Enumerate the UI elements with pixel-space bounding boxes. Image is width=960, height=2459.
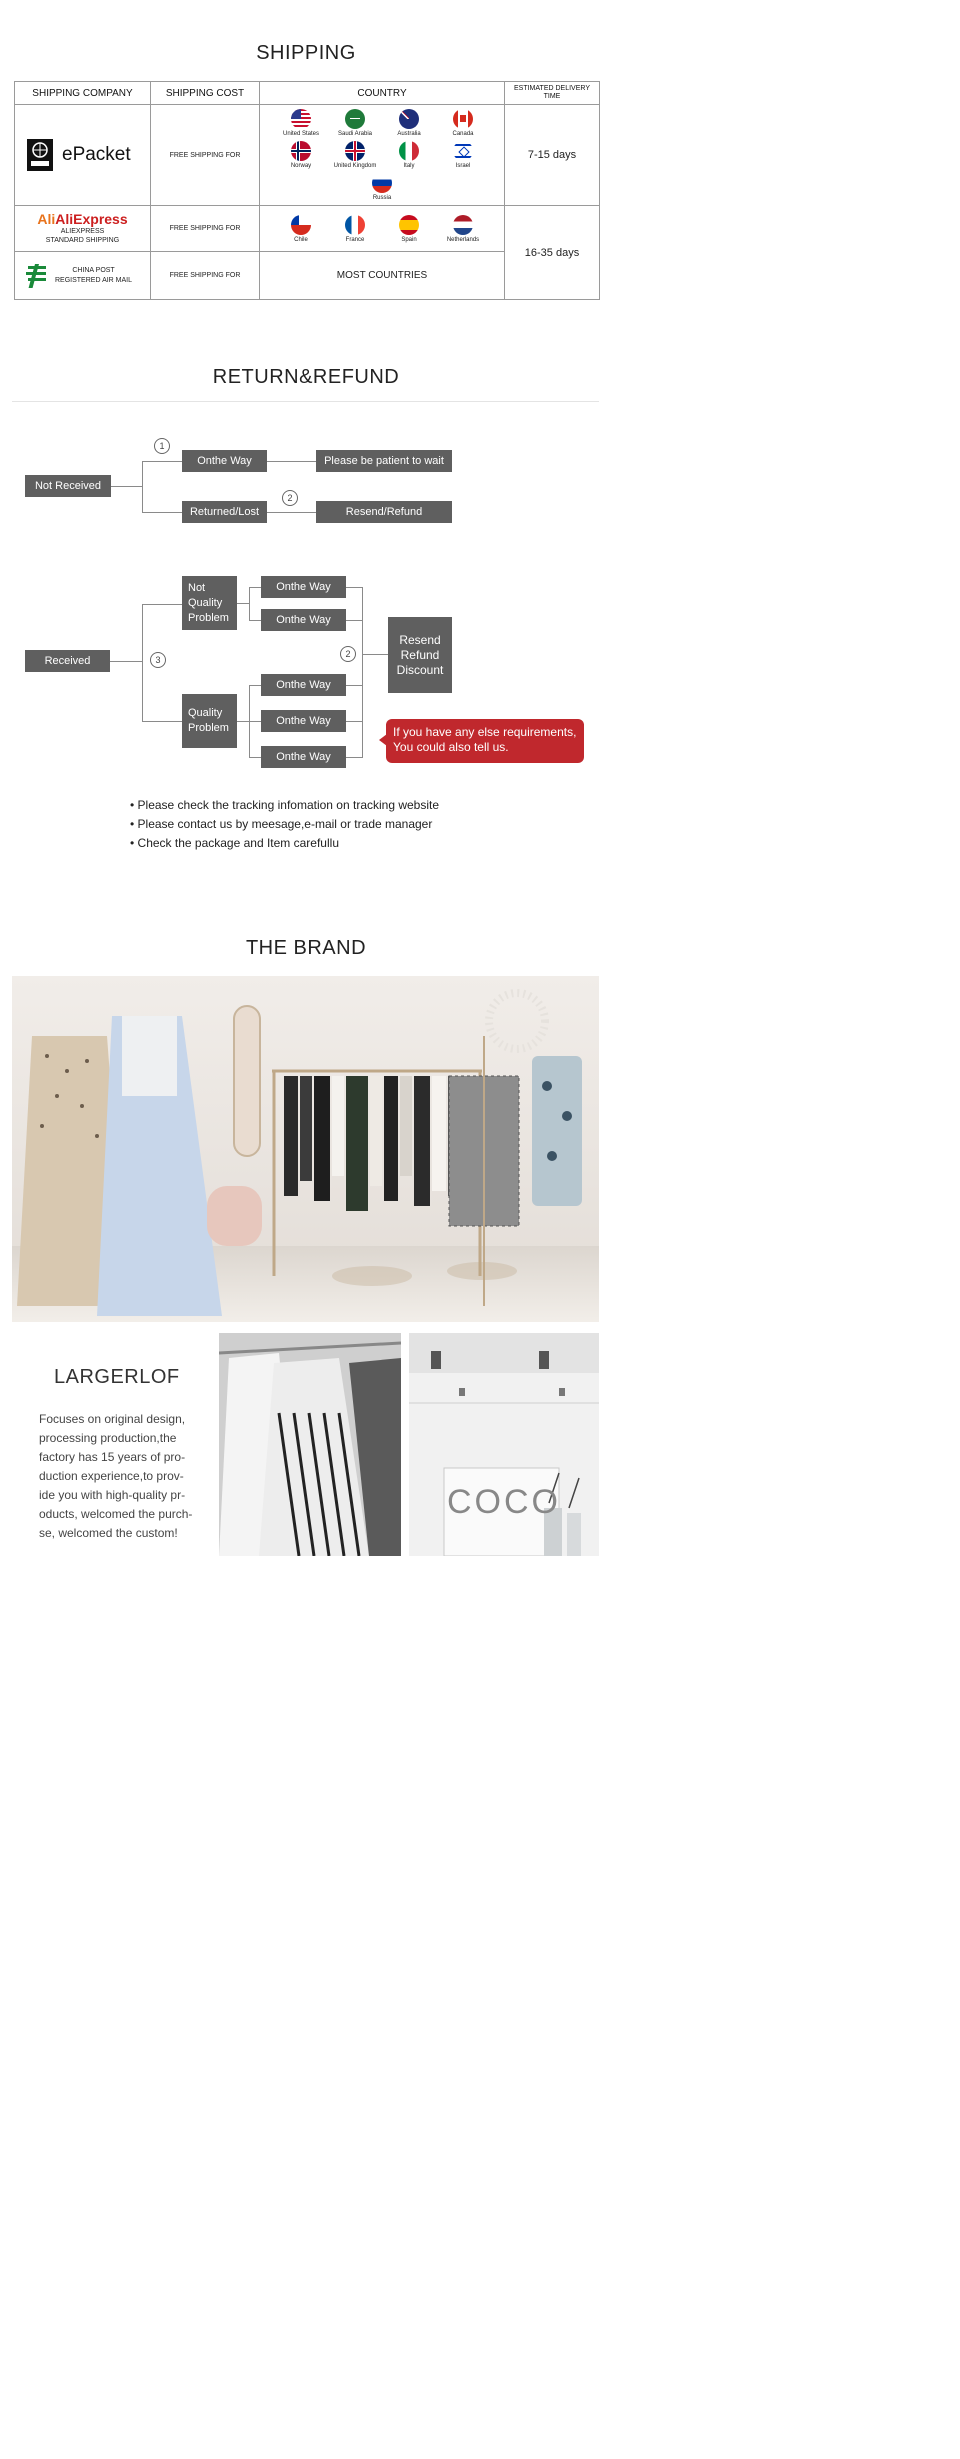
connector: [142, 604, 143, 722]
france-flag-icon: [345, 215, 365, 235]
country-chile: Chile: [278, 215, 324, 243]
connector: [249, 757, 261, 758]
epacket-name: ePacket: [62, 144, 131, 165]
italy-flag-icon: [399, 141, 419, 161]
shipping-table: [14, 81, 600, 300]
refund-label: Refund: [400, 647, 440, 662]
connector: [267, 512, 316, 513]
country-cell: [260, 105, 505, 206]
connector: [362, 587, 363, 758]
connector: [142, 721, 182, 722]
chile-flag-icon: [291, 215, 311, 235]
connector: [346, 757, 362, 758]
canada-flag-icon: [453, 109, 473, 129]
china-post-name: CHINA POST: [72, 266, 115, 274]
country-saudi-arabia: Saudi Arabia: [332, 109, 378, 137]
aliexpress-sub: ALIEXPRESS: [60, 228, 105, 235]
note-item: • Please check the tracking infomation on tracking website: [130, 798, 440, 812]
norway-flag-icon: [291, 141, 311, 161]
header-shipping-cost: SHIPPING COST: [151, 82, 260, 105]
china-post-sub: REGISTERED AIR MAIL: [55, 276, 133, 284]
connector: [249, 685, 261, 686]
ems-icon: [27, 139, 53, 171]
brand-title: THE BRAND: [245, 937, 367, 959]
onthe-way-box: Onthe Way: [261, 609, 346, 631]
country-spain: Spain: [386, 215, 432, 243]
china-post-logo: [15, 252, 151, 300]
uk-flag-icon: [345, 141, 365, 161]
resend-refund-box: Resend/Refund: [316, 501, 452, 523]
connector: [237, 603, 249, 604]
shirts-photo: [219, 1333, 401, 1556]
connector: [111, 486, 142, 487]
resend-refund-discount-box: [388, 617, 452, 693]
store-illustration: [12, 976, 599, 1322]
cost-cell: FREE SHIPPING FOR: [151, 105, 260, 206]
connector: [346, 620, 362, 621]
country-cell: MOST COUNTRIES: [260, 252, 505, 300]
country-united-kingdom: United Kingdom: [332, 141, 378, 169]
brand-name: LARGERLOF: [54, 1366, 180, 1388]
cost-cell: FREE SHIPPING FOR: [151, 206, 260, 252]
connector: [142, 461, 182, 462]
country-norway: Norway: [278, 141, 324, 169]
delivery-time: 16-35 days: [505, 206, 600, 300]
connector: [249, 587, 250, 620]
brand-info: [12, 1333, 217, 1558]
aliexpress-sub2: STANDARD SHIPPING: [45, 237, 120, 244]
note-item: • Check the package and Item carefullu: [130, 836, 339, 850]
onthe-way-box: Onthe Way: [182, 450, 267, 472]
country-canada: Canada: [440, 109, 486, 137]
header-delivery-time: ESTIMATED DELIVERY TIME: [505, 82, 600, 105]
returned-lost-box: Returned/Lost: [182, 501, 267, 523]
country-france: France: [332, 215, 378, 243]
australia-flag-icon: [399, 109, 419, 129]
onthe-way-box: Onthe Way: [261, 674, 346, 696]
discount-label: Discount: [396, 662, 444, 677]
not-quality-box: Not Quality Problem: [182, 576, 237, 630]
step-2-badge: 2: [282, 490, 298, 506]
header-country: COUNTRY: [260, 82, 505, 105]
country-cell: [260, 206, 505, 252]
resend-label: Resend: [399, 632, 441, 647]
connector: [110, 661, 142, 662]
table-row: [15, 105, 600, 206]
netherlands-flag-icon: [453, 215, 473, 235]
divider: [12, 401, 599, 402]
sign-photo: [409, 1333, 599, 1556]
requirements-bubble: If you have any else requirements, You could also tell us.: [386, 719, 584, 763]
connector: [249, 587, 261, 588]
country-russia: Russia: [359, 173, 405, 201]
country-australia: Australia: [386, 109, 432, 137]
epacket-logo: [15, 105, 151, 206]
not-received-box: Not Received: [25, 475, 111, 497]
country-israel: Israel: [440, 141, 486, 169]
connector: [142, 461, 143, 512]
brand-description: Focuses on original design, processing production,the factory has 15 years of pro-duction experience,to prov-ide you with high-quality pr-oducts, welcomed the purch-se, welcomed the custom!: [39, 1412, 193, 1540]
aliexpress-name: AliExpress: [55, 211, 128, 227]
aliexpress-logo: AliAliExpress ALIEXPRESS STANDARD SHIPPING: [15, 206, 151, 252]
connector: [346, 721, 362, 722]
connector: [346, 685, 362, 686]
delivery-time: 7-15 days: [505, 105, 600, 206]
onthe-way-box: Onthe Way: [261, 710, 346, 732]
israel-flag-icon: [453, 141, 473, 161]
country-italy: Italy: [386, 141, 432, 169]
country-netherlands: Netherlands: [440, 215, 486, 243]
note-item: • Please contact us by meesage,e-mail or trade manager: [130, 817, 433, 831]
received-box: Received: [25, 650, 110, 672]
connector: [362, 654, 388, 655]
step-2-badge: 2: [340, 646, 356, 662]
connector: [142, 512, 182, 513]
connector: [249, 620, 261, 621]
patient-box: Please be patient to wait: [316, 450, 452, 472]
step-1-badge: 1: [154, 438, 170, 454]
russia-flag-icon: [372, 173, 392, 193]
saudi-flag-icon: [345, 109, 365, 129]
table-row: [15, 206, 600, 252]
onthe-way-box: Onthe Way: [261, 746, 346, 768]
connector: [346, 587, 362, 588]
refund-notes: [130, 796, 439, 853]
onthe-way-box: Onthe Way: [261, 576, 346, 598]
coco-sign: COCO: [447, 1483, 561, 1521]
quality-box: Quality Problem: [182, 694, 237, 748]
country-united-states: United States: [278, 109, 324, 137]
us-flag-icon: [291, 109, 311, 129]
refund-title: RETURN&REFUND: [212, 366, 400, 388]
step-3-badge: 3: [150, 652, 166, 668]
connector: [267, 461, 316, 462]
cost-cell: FREE SHIPPING FOR: [151, 252, 260, 300]
shirts-illustration: [219, 1333, 401, 1556]
china-post-icon: [25, 264, 49, 288]
spotlights-illustration: [409, 1333, 599, 1556]
shipping-title: SHIPPING: [256, 42, 356, 64]
connector: [142, 604, 182, 605]
spain-flag-icon: [399, 215, 419, 235]
store-photo: [12, 976, 599, 1322]
connector: [249, 721, 261, 722]
connector: [237, 721, 249, 722]
header-shipping-company: SHIPPING COMPANY: [15, 82, 151, 105]
